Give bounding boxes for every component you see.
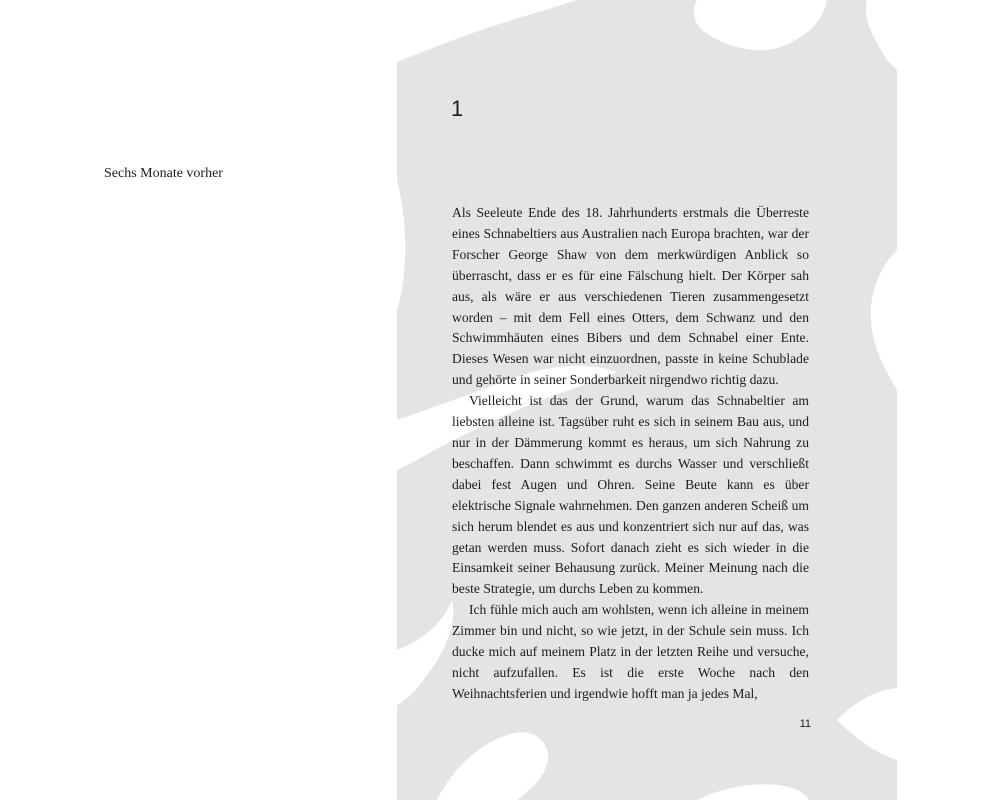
page-number: 11 [799,718,811,730]
paragraph: Als Seeleute Ende des 18. Jahrhunderts erstmals die Überreste eines Schnabeltiers aus Australien nach Europa brachten, war der Forscher George Shaw von dem merkwürdigen Anblick so überrascht, dass er es für eine Fälschung hielt. Der Körper sah aus, als wäre er aus verschiedenen Tieren zusammengesetzt worden – mit dem Fell eines Otters, dem Schwanz und den Schwimmhäuten eines Bibers und dem Schnabel einer Ente. Dieses Wesen war nicht einzuordnen, passte in keine Schublade und gehörte in seiner Sonderbarkeit nirgendwo richtig dazu. [452,205,809,388]
chapter-number: 1 [451,96,464,121]
paragraph: Ich fühle mich auch am wohlsten, wenn ich alleine in meinem Zimmer bin und nicht, so wie jetzt, in der Schule sein muss. Ich ducke mich auf meinem Platz in der letzten Reihe und versuche, nicht aufzufallen. Es ist die erste Woche nach den Weihnachtsferien und irgendwie hofft man ja jedes Mal, [452,602,809,701]
paragraph: Vielleicht ist das der Grund, warum das Schnabeltier am liebsten alleine ist. Tagsüber ruht es sich in seinem Bau aus, und nur in der Dämmerung kommt es heraus, um sich Nahrung zu beschaffen. Dann schwimmt es durchs Wasser und verschließt dabei fest Augen und Ohren. Seine Beute kann es über elektrische Signale wahrnehmen. Den ganzen anderen Scheiß um sich herum blendet es aus und konzentriert sich nur auf das, was getan werden muss. Sofort danach zieht es sich wieder in die Einsamkeit seiner Behausung zurück. Meiner Meinung nach die beste Strategie, um durchs Leben zu kommen. [452,393,809,597]
chapter-body [452,203,809,705]
left-page [0,0,397,800]
section-subtitle: Sechs Monate vorher [104,166,223,181]
